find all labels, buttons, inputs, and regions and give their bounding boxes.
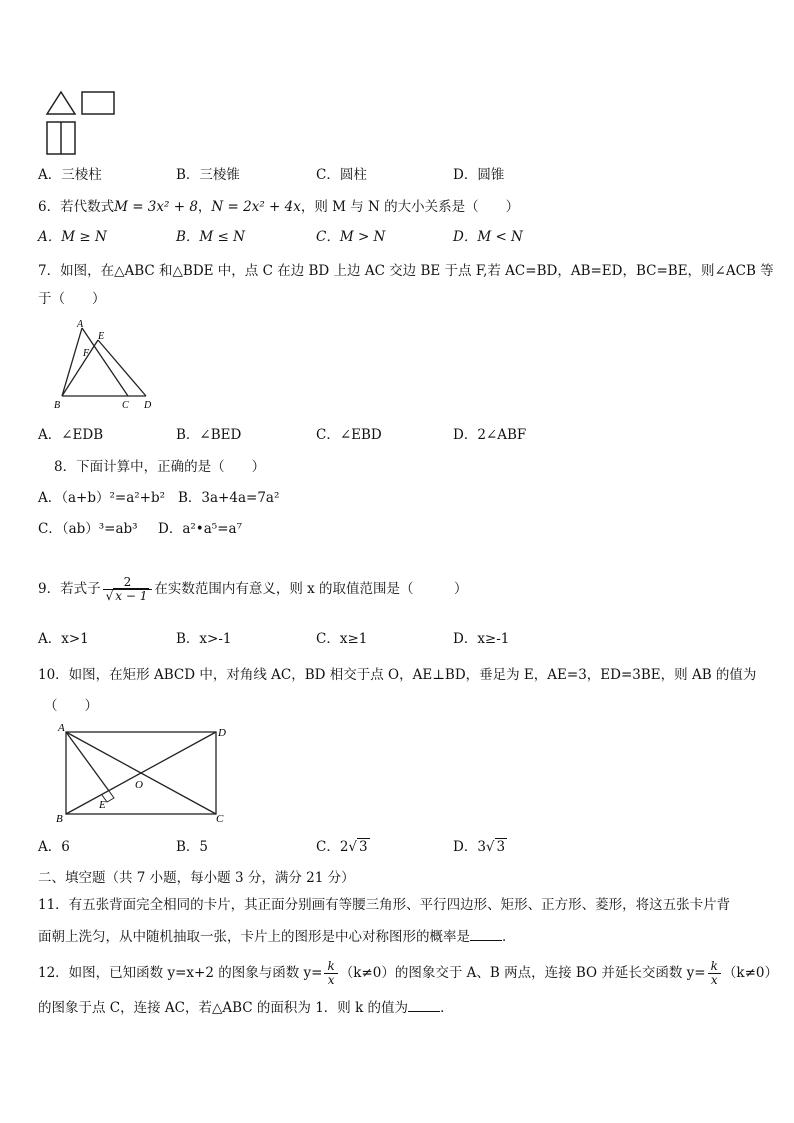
- q9-denominator: √ x − 1: [105, 589, 148, 603]
- q5-option-d: D．圆锥: [453, 167, 505, 183]
- q10-option-a: A．6: [38, 839, 70, 855]
- three-view-figure: [40, 86, 120, 158]
- q11-stem-line2: [38, 928, 516, 946]
- q8-option-c: C．（ab）³=ab³: [38, 521, 138, 537]
- q12-part1: 12．如图，已知函数 y=x+2 的图象与函数 y=: [38, 965, 323, 981]
- q10-stem-line2: （ ）: [44, 698, 98, 714]
- q10-label-e: E: [99, 799, 106, 811]
- q9-option-d: D．x≥-1: [453, 631, 510, 647]
- q8-stem: 8．下面计算中，正确的是（ ）: [54, 459, 266, 475]
- q6-prefix: 6．若代数式: [38, 199, 115, 215]
- q12-stem-line1: [38, 960, 778, 987]
- q7-label-a: A: [77, 319, 84, 330]
- q10-option-d-label: D．3: [453, 839, 486, 855]
- q12-part3: （k≠0）: [722, 965, 778, 981]
- q10-label-b: B: [56, 813, 63, 825]
- q9-fraction: [103, 576, 153, 603]
- q12-frac2-den: x: [710, 973, 718, 987]
- q9-option-a: A．x>1: [38, 631, 89, 647]
- q9-suffix: 在实数范围内有意义，则 x 的取值范围是（ ）: [154, 581, 468, 597]
- q12-frac1-num: k: [324, 960, 337, 974]
- q9-option-b: B．x>-1: [176, 631, 232, 647]
- q7-label-b: B: [54, 400, 61, 411]
- q6-option-d: D．M < N: [453, 229, 523, 245]
- q12-fraction-1: [324, 960, 337, 987]
- q10-stem-line1: 10．如图，在矩形 ABCD 中，对角线 AC，BD 相交于点 O，AE⊥BD，垂足为 E，AE=3，ED=3BE，则 AB 的值为: [38, 667, 757, 683]
- q10-option-d: D．3√ 3: [453, 839, 506, 855]
- q10-option-c: C．2√ 3: [316, 839, 368, 855]
- section-2-title: 二、填空题（共 7 小题，每小题 3 分，满分 21 分）: [38, 870, 355, 886]
- q7-stem-line1: 7．如图，在△ABC 和△BDE 中，点 C 在边 BD 上边 AC 交边 BE 于点 F,若 AC=BD，AB=ED，BC=BE，则∠ACB 等: [38, 263, 774, 279]
- q5-option-a: A．三棱柱: [38, 167, 102, 183]
- q12-frac1-den: x: [327, 973, 335, 987]
- q6-stem: 6．若代数式M = 3x² + 8，N = 2x² + 4x，则 M 与 N 的大小关系是（ ）: [38, 199, 520, 215]
- q12-answer-blank: [408, 999, 440, 1012]
- q7-label-c: C: [122, 400, 129, 411]
- q12-frac2-num: k: [708, 960, 721, 974]
- q7-option-c: C．∠EBD: [316, 427, 382, 443]
- q7-label-f: F: [83, 348, 90, 359]
- q12-line2-text: 的图象于点 C，连接 AC，若△ABC 的面积为 1．则 k 的值为: [38, 1000, 409, 1016]
- q8-option-b: B．3a+4a=7a²: [178, 490, 280, 506]
- q9-numerator: 2: [103, 576, 153, 590]
- q6-option-a: A．M ≥ N: [38, 229, 107, 245]
- q10-label-c: C: [216, 813, 224, 825]
- q7-option-a: A．∠EDB: [38, 427, 104, 443]
- q11-stem-line1: 11．有五张背面完全相同的卡片，其正面分别画有等腰三角形、平行四边形、矩形、正方形、菱形，将这五张卡片背: [38, 897, 731, 913]
- q7-label-d: D: [144, 400, 152, 411]
- q9-stem: [38, 576, 468, 603]
- q5-option-b: B．三棱锥: [176, 167, 240, 183]
- q10-option-d-radicand: 3: [496, 839, 506, 855]
- q10-label-a: A: [58, 722, 65, 734]
- q6-m-expression: M = 3x² + 8: [114, 199, 198, 215]
- q6-option-b: B．M ≤ N: [176, 229, 245, 245]
- q12-fraction-2: [708, 960, 721, 987]
- q12-end: ．: [440, 1000, 454, 1016]
- q5-option-c: C．圆柱: [316, 167, 367, 183]
- q6-option-c: C．M > N: [316, 229, 386, 245]
- q9-prefix: 9．若式子: [38, 581, 101, 597]
- q10-rectangle-figure: [52, 718, 238, 828]
- q8-option-d: D．a²•a⁵=a⁷: [158, 521, 242, 537]
- q10-option-b: B．5: [176, 839, 209, 855]
- q9-option-c: C．x≥1: [316, 631, 368, 647]
- q7-option-d: D．2∠ABF: [453, 427, 527, 443]
- q12-stem-line2: [38, 999, 454, 1017]
- q7-triangle-figure: [50, 318, 160, 414]
- q10-label-o: O: [135, 779, 143, 791]
- side-view-rectangle: [82, 92, 114, 114]
- q11-answer-blank: [470, 928, 502, 941]
- q8-option-a: A．（a+b）²=a²+b²: [38, 490, 166, 506]
- q7-stem-line2: 于（ ）: [38, 291, 106, 307]
- q11-line2-text: 面朝上洗匀，从中随机抽取一张，卡片上的图形是中心对称图形的概率是: [38, 929, 470, 945]
- q7-label-e: E: [98, 331, 105, 342]
- q11-end: ．: [502, 929, 516, 945]
- q7-option-b: B．∠BED: [176, 427, 242, 443]
- q10-label-d: D: [218, 727, 226, 739]
- q10-option-c-label: C．2: [316, 839, 349, 855]
- q12-part2: （k≠0）的图象交于 A、B 两点，连接 BO 并延长交函数 y=: [339, 965, 706, 981]
- q6-n-expression: N = 2x² + 4x: [211, 199, 301, 215]
- q9-radicand: x − 1: [115, 589, 148, 603]
- front-view-triangle: [47, 92, 75, 114]
- q6-suffix: ，则 M 与 N 的大小关系是（ ）: [300, 199, 520, 215]
- q10-option-c-radicand: 3: [359, 839, 368, 855]
